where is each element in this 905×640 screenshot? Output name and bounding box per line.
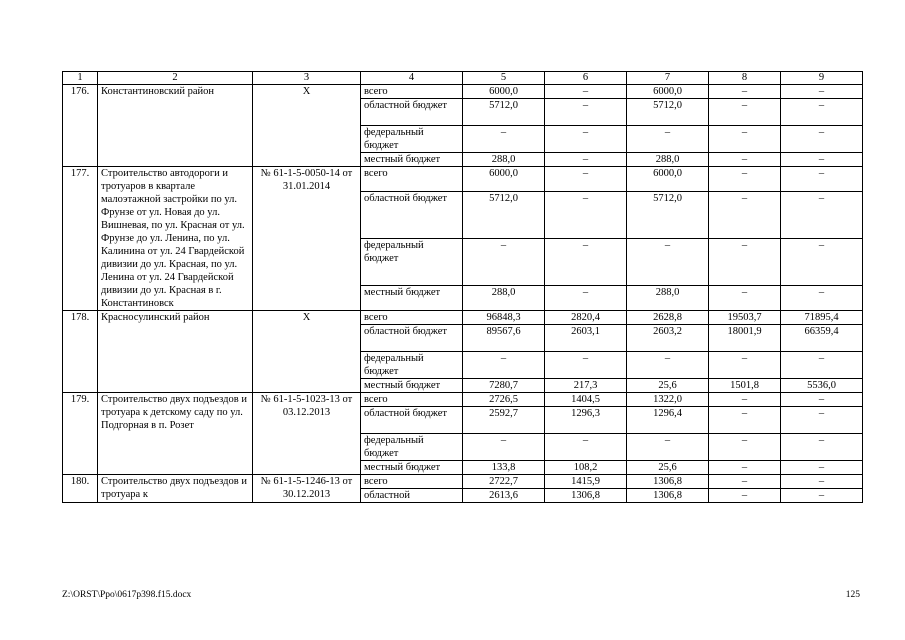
table-row [63,475,863,489]
amount-cell: 18001,9 [709,325,781,352]
table-row [63,85,863,99]
amount-cell: 133,8 [463,461,545,475]
amount-cell: – [709,85,781,99]
amount-cell: – [781,434,863,461]
amount-cell: – [709,352,781,379]
amount-cell: – [709,286,781,311]
amount-cell: – [545,191,627,238]
amount-cell: 5536,0 [781,379,863,393]
amount-cell: – [781,238,863,285]
amount-cell: 1322,0 [627,393,709,407]
amount-cell: – [709,489,781,503]
amount-cell: 288,0 [627,286,709,311]
funding-source: областной бюджет [361,325,463,352]
amount-cell: – [781,286,863,311]
amount-cell: 217,3 [545,379,627,393]
amount-cell: – [709,167,781,192]
funding-source: местный бюджет [361,286,463,311]
amount-cell: 5712,0 [463,191,545,238]
amount-cell: 19503,7 [709,311,781,325]
object-name: Красносулинский район [98,311,253,393]
amount-cell: – [709,238,781,285]
amount-cell: 1296,4 [627,407,709,434]
amount-cell: – [781,167,863,192]
amount-cell: 288,0 [463,153,545,167]
amount-cell: – [463,434,545,461]
funding-source: федеральный бюджет [361,352,463,379]
amount-cell: 96848,3 [463,311,545,325]
amount-cell: 2592,7 [463,407,545,434]
object-name: Константиновский район [98,85,253,167]
amount-cell: – [781,475,863,489]
document-reference: № 61-1-5-1246-13 от 30.12.2013 [253,475,361,503]
amount-cell: – [709,153,781,167]
amount-cell: 66359,4 [781,325,863,352]
amount-cell: 1306,8 [627,475,709,489]
funding-source: местный бюджет [361,379,463,393]
amount-cell: – [781,153,863,167]
amount-cell: – [627,434,709,461]
amount-cell: – [781,99,863,126]
row-number: 179. [63,393,98,475]
amount-cell: – [709,126,781,153]
amount-cell: – [545,434,627,461]
amount-cell: 2628,8 [627,311,709,325]
footer-page-number: 125 [845,590,860,600]
amount-cell: – [545,85,627,99]
funding-source: всего [361,85,463,99]
amount-cell: – [709,461,781,475]
funding-source: всего [361,311,463,325]
amount-cell: 2726,5 [463,393,545,407]
table-row [63,393,863,407]
amount-cell: 1306,8 [545,489,627,503]
funding-source: областной бюджет [361,407,463,434]
amount-cell: 2603,1 [545,325,627,352]
amount-cell: 25,6 [627,379,709,393]
amount-cell: 1501,8 [709,379,781,393]
amount-cell: – [627,126,709,153]
amount-cell: – [709,407,781,434]
amount-cell: – [781,352,863,379]
document-reference: № 61-1-5-0050-14 от 31.01.2014 [253,167,361,311]
amount-cell: 25,6 [627,461,709,475]
amount-cell: 6000,0 [463,167,545,192]
amount-cell: 1296,3 [545,407,627,434]
row-number: 176. [63,85,98,167]
document-reference: Х [253,85,361,167]
amount-cell: – [463,126,545,153]
row-number: 177. [63,167,98,311]
amount-cell: 7280,7 [463,379,545,393]
amount-cell: 1415,9 [545,475,627,489]
table-row [63,311,863,325]
table-body [63,72,863,503]
column-number-header: 9 [781,72,863,85]
table-row [63,167,863,192]
amount-cell: 6000,0 [463,85,545,99]
column-number-header: 6 [545,72,627,85]
column-number-header: 8 [709,72,781,85]
column-number-header: 7 [627,72,709,85]
object-name: Строительство автодороги и тротуаров в квартале малоэтажной застройки по ул. Фрунзе от ул. Новая до ул. Вишневая, по ул. Красная от ул. Фрунзе до ул. Ленина, по ул. Калинина от ул. 24 Гвардейской дивизии до ул. Красная, по ул. Ленина от ул. 24 Гвардейской дивизии до ул. Красная в г. Константиновск [98,167,253,311]
amount-cell: – [709,99,781,126]
funding-source: областной бюджет [361,191,463,238]
document-reference: Х [253,311,361,393]
amount-cell: – [781,85,863,99]
row-number: 178. [63,311,98,393]
column-number-header: 3 [253,72,361,85]
amount-cell: – [627,238,709,285]
amount-cell: – [781,191,863,238]
amount-cell: – [545,238,627,285]
amount-cell: – [781,489,863,503]
amount-cell: – [781,407,863,434]
funding-source: областной бюджет [361,99,463,126]
amount-cell: – [545,126,627,153]
amount-cell: 288,0 [463,286,545,311]
amount-cell: 2603,2 [627,325,709,352]
amount-cell: 288,0 [627,153,709,167]
amount-cell: 1404,5 [545,393,627,407]
column-number-header: 2 [98,72,253,85]
amount-cell: 6000,0 [627,167,709,192]
funding-source: федеральный бюджет [361,238,463,285]
funding-source: всего [361,475,463,489]
funding-source: областной [361,489,463,503]
budget-table [62,71,863,503]
amount-cell: – [781,393,863,407]
amount-cell: 89567,6 [463,325,545,352]
amount-cell: – [781,126,863,153]
amount-cell: 5712,0 [627,191,709,238]
amount-cell: 2613,6 [463,489,545,503]
footer-file-path: Z:\ORST\Ppo\0617p398.f15.docx [62,590,192,600]
object-name: Строительство двух подъездов и тротуара к [98,475,253,503]
column-number-header: 1 [63,72,98,85]
funding-source: всего [361,393,463,407]
amount-cell: 108,2 [545,461,627,475]
funding-source: местный бюджет [361,461,463,475]
amount-cell: – [709,393,781,407]
amount-cell: – [545,167,627,192]
amount-cell: – [709,434,781,461]
funding-source: федеральный бюджет [361,126,463,153]
amount-cell: – [781,461,863,475]
column-number-header: 5 [463,72,545,85]
amount-cell: 6000,0 [627,85,709,99]
amount-cell: 2820,4 [545,311,627,325]
amount-cell: – [627,352,709,379]
amount-cell: – [545,153,627,167]
funding-source: местный бюджет [361,153,463,167]
amount-cell: – [545,286,627,311]
header-row [63,72,863,85]
amount-cell: – [709,191,781,238]
amount-cell: 1306,8 [627,489,709,503]
funding-source: всего [361,167,463,192]
amount-cell: 71895,4 [781,311,863,325]
amount-cell: – [463,352,545,379]
amount-cell: – [709,475,781,489]
column-number-header: 4 [361,72,463,85]
row-number: 180. [63,475,98,503]
amount-cell: – [545,99,627,126]
funding-source: федеральный бюджет [361,434,463,461]
amount-cell: – [463,238,545,285]
document-reference: № 61-1-5-1023-13 от 03.12.2013 [253,393,361,475]
amount-cell: 2722,7 [463,475,545,489]
amount-cell: – [545,352,627,379]
object-name: Строительство двух подъездов и тротуара к детскому саду по ул. Подгорная в п. Розет [98,393,253,475]
amount-cell: 5712,0 [463,99,545,126]
amount-cell: 5712,0 [627,99,709,126]
